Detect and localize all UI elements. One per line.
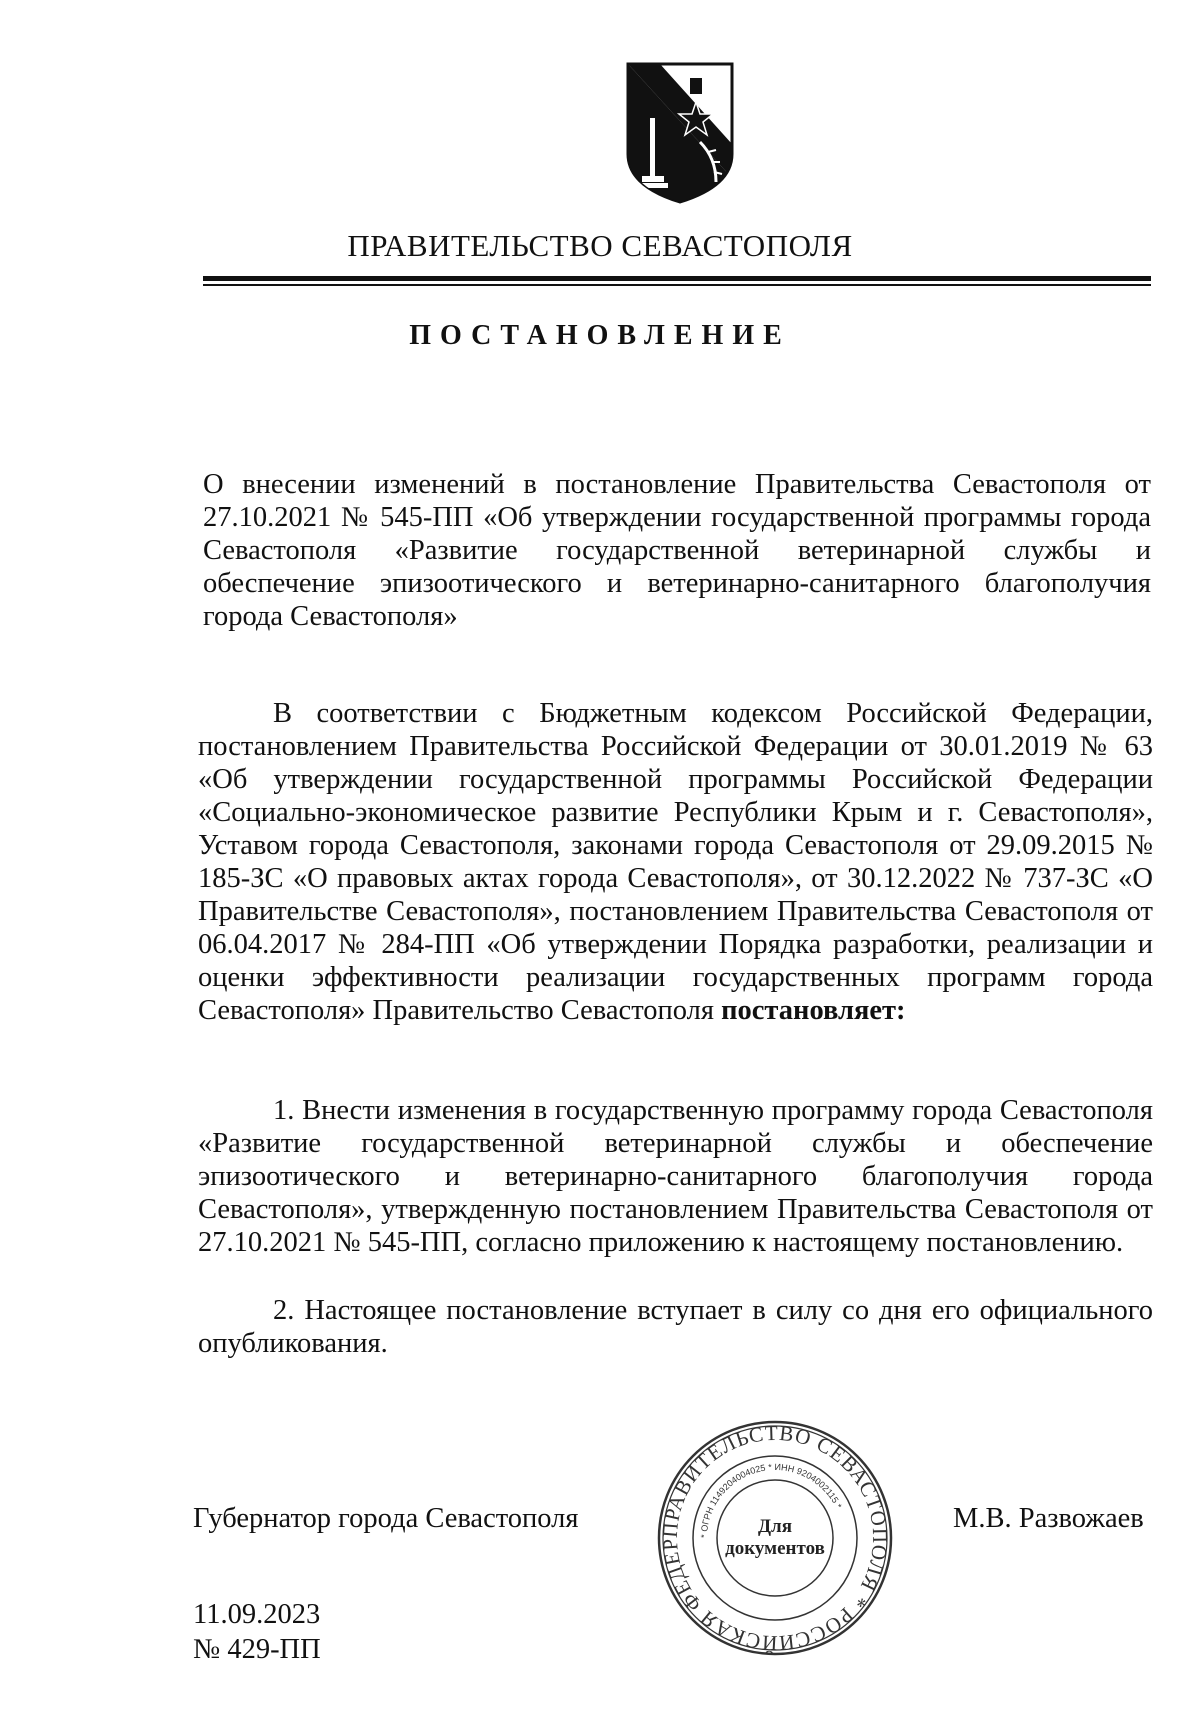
seal-outer-text: ПРАВИТЕЛЬСТВО СЕВАСТОПОЛЯ * РОССИЙСКАЯ ФЕДЕР: [657, 1420, 893, 1656]
organization-title: ПРАВИТЕЛЬСТВО СЕВАСТОПОЛЯ: [347, 228, 853, 263]
official-seal: [655, 1418, 895, 1658]
signatory-name: М.В. Развожаев: [953, 1503, 1144, 1534]
clause-2: 2. Настоящее постановление вступает в силу со дня его официального опубликования.: [198, 1295, 1153, 1359]
decree-subject: О внесении изменений в постановление Правительства Севастополя от 27.10.2021 № 545-ПП «Об утверждении государственной программы города Севастополя «Развитие государственной ветеринарной службы и обеспечение эпизоотического и ветеринарно-санитарного благополучия города Севастополя»: [203, 469, 1151, 632]
seal-center: [655, 1418, 895, 1658]
document-type-title: ПОСТАНОВЛЕНИЕ: [409, 320, 791, 351]
header-rule-thin: [203, 284, 1151, 286]
document-number: № 429-ПП: [193, 1634, 321, 1665]
clause-1: 1. Внести изменения в государственную программу города Севастополя «Развитие государственной ветеринарной службы и обеспечение эпизоотического и ветеринарно-санитарного благополучия города Севастополя», утвержденную постановлением Правительства Севастополя от 27.10.2021 № 545-ПП, согласно приложению к настоящему постановлению.: [198, 1095, 1153, 1258]
header-rule-thick: [203, 276, 1151, 281]
seal-center-line-1: Для: [757, 1516, 792, 1537]
decree-preamble: [198, 697, 1153, 1027]
document-date: 11.09.2023: [193, 1599, 321, 1630]
decree-word: постановляет:: [721, 995, 906, 1026]
seal-center-line-2: документов: [725, 1538, 825, 1559]
signatory-position: Губернатор города Севастополя: [193, 1503, 579, 1534]
preamble-text: В соответствии с Бюджетным кодексом Российской Федерации, постановлением Правительства Российской Федерации от 30.01.2019 № 63 «Об утверждении государственной программы Российской Федерации «Социально-экономическое развитие Республики Крым и г. Севастополя», Уставом города Севастополя, законами города Севастополя от 29.09.2015 № 185-ЗС «О правовых актах города Севастополя», от 30.12.2022 № 737-ЗС «О Правительстве Севастополя», постановлением Правительства Севастополя от 06.04.2017 № 284-ПП «Об утверждении Порядка разработки, реализации и оценки эффективности реализации государственных программ города Севастополя» Правительство Севастополя: [198, 698, 1153, 1026]
sevastopol-coat-of-arms-icon: [620, 58, 740, 208]
seal-inner-text: * ОГРН 1149204004025 * ИНН 9204002115 *: [698, 1461, 844, 1539]
